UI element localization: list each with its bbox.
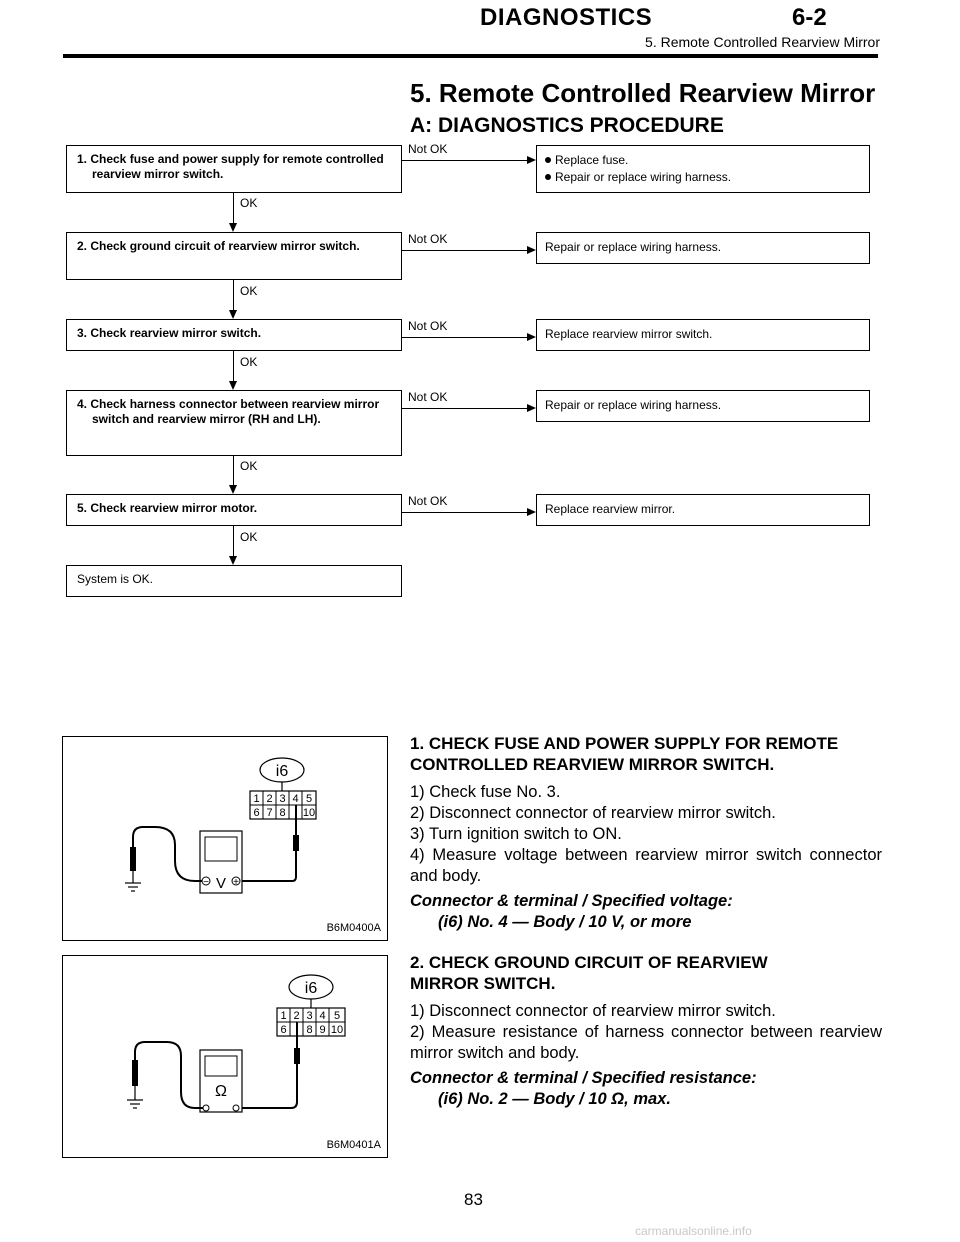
arrow-down-icon [229,310,237,319]
step-1-section [410,733,882,933]
arrow-down-icon [229,381,237,390]
pin-label: 10 [302,807,316,819]
flow-final-text: System is OK. [77,572,154,586]
flow-step-2-text: 2. Check ground circuit of rearview mirror switch. [77,239,360,253]
pin-label: 8 [279,807,286,819]
ok-connector [233,456,234,486]
pin-label: 3 [306,1010,313,1022]
ok-connector [233,526,234,557]
pin-label: 1 [280,1010,287,1022]
header-title: DIAGNOSTICS [480,4,653,31]
flow-result-2 [536,232,870,264]
ok-connector [233,280,234,311]
pin-label: 6 [253,807,260,819]
figure-code: B6M0400A [326,922,381,934]
ok-label: OK [240,284,258,298]
pin-label: 2 [266,793,273,805]
flow-step-4-text: 4. Check harness connector between rearview mirror switch and rearview mirror (RH and LH). [77,397,380,426]
pin-label: 8 [306,1024,313,1036]
meter-symbol: V [215,875,227,892]
ok-connector [233,193,234,224]
arrow-down-icon [229,223,237,232]
flow-result-1 [536,145,870,193]
step-1-instruction: 2) Disconnect connector of rearview mirror switch. [410,804,776,822]
pin-label: 4 [292,793,299,805]
arrow-right-icon [527,246,536,254]
not-ok-label: Not OK [408,494,448,508]
flow-result-4-text: Repair or replace wiring harness. [545,398,722,412]
step-1-instruction: 1) Check fuse No. 3. [410,783,561,801]
pin-label: 10 [330,1024,344,1036]
step-2-instruction: 1) Disconnect connector of rearview mirror switch. [410,1002,776,1020]
voltage-diagram [63,737,387,940]
flow-step-1 [66,145,402,193]
flow-step-5-text: 5. Check rearview mirror motor. [77,501,258,515]
not-ok-label: Not OK [408,390,448,404]
flow-step-5 [66,494,402,526]
not-ok-label: Not OK [408,319,448,333]
figure-code: B6M0401A [326,1139,381,1151]
pin-label: 9 [319,1024,326,1036]
arrow-right-icon [527,508,536,516]
step-2-section [410,952,882,1110]
not-ok-connector [402,512,528,513]
minus-label: − [203,877,209,888]
flow-step-2 [66,232,402,280]
arrow-right-icon [527,333,536,341]
figure-voltage-measurement [62,736,388,941]
page-number: 83 [464,1190,483,1209]
flow-result-5 [536,494,870,526]
not-ok-connector [402,337,528,338]
flow-result-5-text: Replace rearview mirror. [545,502,676,516]
flow-result-4 [536,390,870,422]
step-1-spec-value: (i6) No. 4 — Body / 10 V, or more [438,913,692,931]
not-ok-label: Not OK [408,232,448,246]
ok-connector [233,351,234,382]
step-1-title: 1. CHECK FUSE AND POWER SUPPLY FOR REMOTE CONTROLLED REARVIEW MIRROR SWITCH. [410,734,839,774]
pin-label: 3 [279,793,286,805]
watermark: carmanualsonline.info [635,1224,752,1238]
flow-step-3-text: 3. Check rearview mirror switch. [77,326,262,340]
connector-label: i6 [275,763,289,780]
step-1-spec-label: Connector & terminal / Specified voltage: [410,892,733,910]
flow-result-1-item-2: Repair or replace wiring harness. [545,169,861,186]
header-subtitle: 5. Remote Controlled Rearview Mirror [645,34,880,50]
ok-label: OK [240,196,258,210]
arrow-down-icon [229,556,237,565]
header-section-number: 6-2 [792,4,827,31]
figure-resistance-measurement [62,955,388,1158]
not-ok-connector [402,408,528,409]
flow-step-3 [66,319,402,351]
bullet-icon [545,157,551,163]
ok-label: OK [240,530,258,544]
step-2-title: 2. CHECK GROUND CIRCUIT OF REARVIEW MIRROR SWITCH. [410,953,768,993]
arrow-right-icon [527,156,536,164]
resistance-diagram [63,956,387,1157]
flow-result-3-text: Replace rearview mirror switch. [545,327,713,341]
ok-label: OK [240,459,258,473]
bullet-icon [545,174,551,180]
pin-label: 4 [319,1010,326,1022]
not-ok-connector [402,160,528,161]
not-ok-connector [402,250,528,251]
pin-label: 7 [266,807,273,819]
subsection-title: A: DIAGNOSTICS PROCEDURE [410,114,724,137]
arrow-down-icon [229,485,237,494]
flow-result-1-item-1: Replace fuse. [545,152,861,169]
section-title: 5. Remote Controlled Rearview Mirror [410,78,876,108]
arrow-right-icon [527,404,536,412]
header-rule [63,54,878,58]
plus-label: + [233,877,239,888]
pin-label: 5 [305,793,313,805]
flow-result-3 [536,319,870,351]
flow-step-1-text: 1. Check fuse and power supply for remote controlled rearview mirror switch. [77,152,384,181]
pin-label: 6 [280,1024,287,1036]
meter-symbol: Ω [215,1083,227,1100]
step-1-instruction: 3) Turn ignition switch to ON. [410,825,622,843]
pin-label: 5 [333,1010,341,1022]
pin-label: 1 [253,793,260,805]
step-2-spec-value: (i6) No. 2 — Body / 10 Ω, max. [438,1090,671,1108]
flow-result-2-text: Repair or replace wiring harness. [545,240,722,254]
connector-label: i6 [304,980,318,997]
step-2-instruction: 2) Measure resistance of harness connector between rearview mirror switch and body. [410,1023,882,1062]
not-ok-label: Not OK [408,142,448,156]
step-2-spec-label: Connector & terminal / Specified resistance: [410,1069,757,1087]
pin-label: 2 [293,1010,300,1022]
step-1-instruction: 4) Measure voltage between rearview mirror switch connector and body. [410,846,882,885]
ok-label: OK [240,355,258,369]
flow-final [66,565,402,597]
flow-step-4 [66,390,402,456]
